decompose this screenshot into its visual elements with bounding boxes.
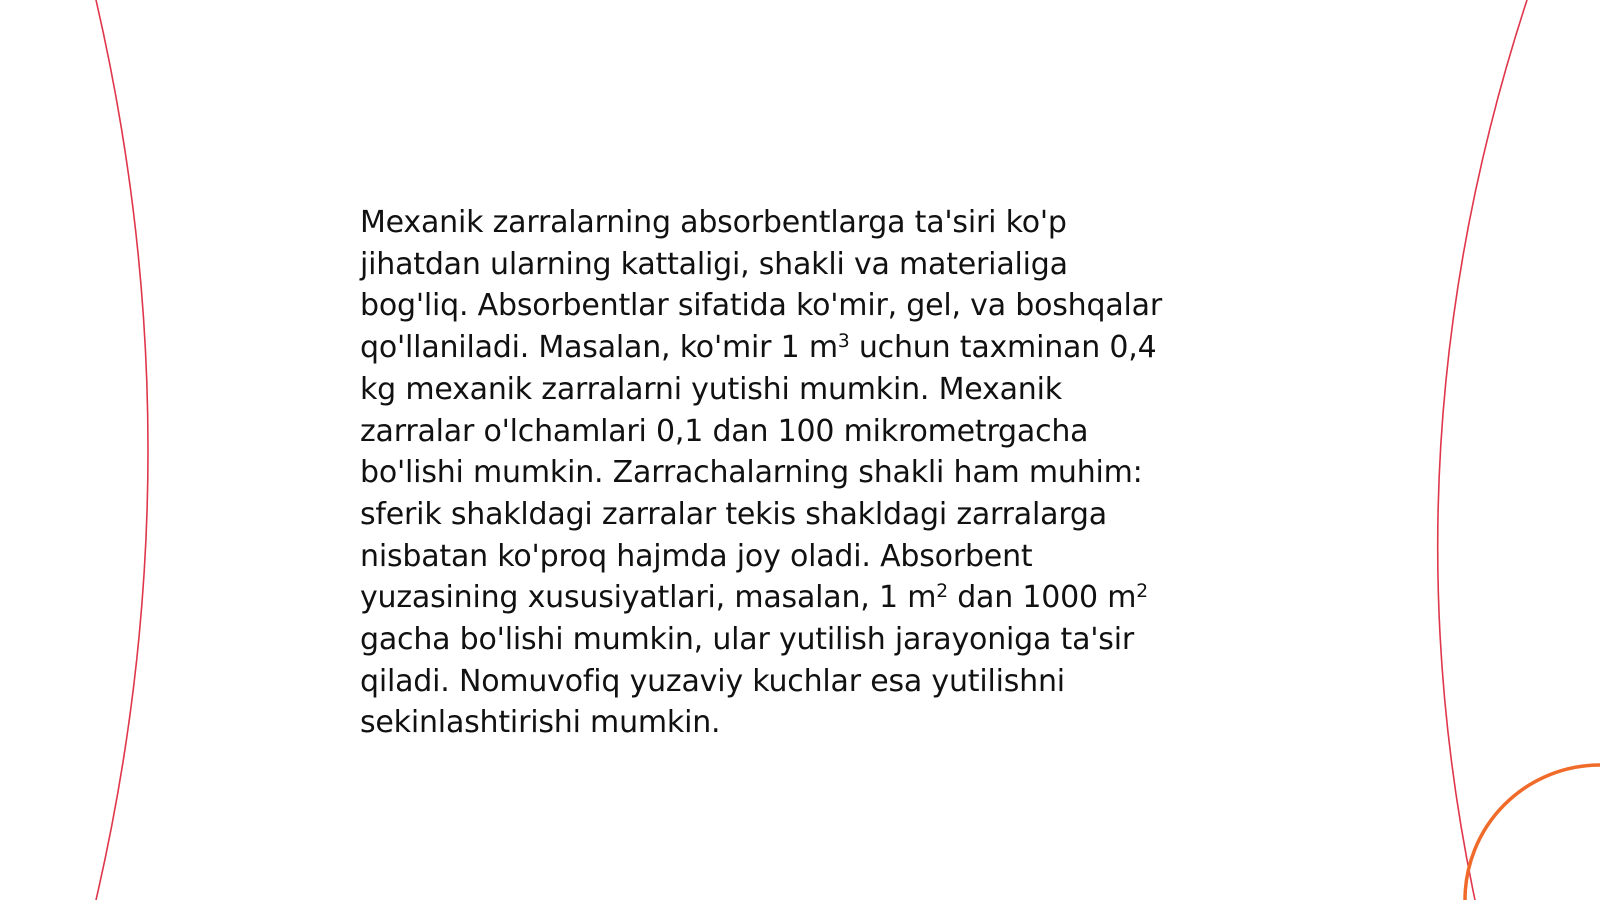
orange-circle-arc (1465, 765, 1600, 900)
superscript: 2 (936, 581, 948, 603)
paragraph-line: gacha bo'lishi mumkin, ular yutilish jarayoniga ta'sir (360, 622, 1135, 658)
superscript: 3 (837, 330, 850, 352)
paragraph-line: jihatdan ularning kattaligi, shakli va materialiga (360, 246, 1068, 282)
paragraph-text: yuzasining xususiyatlari, masalan, 1 m (360, 580, 937, 616)
paragraph-line: qiladi. Nomuvofiq yuzaviy kuchlar esa yutilishni (360, 663, 1065, 699)
superscript: 2 (1136, 581, 1148, 603)
paragraph-text: uchun taxminan 0,4 (849, 330, 1157, 366)
paragraph-line: nisbatan ko'proq hajmda joy oladi. Absorbent (360, 538, 1033, 574)
paragraph-line: bo'lishi mumkin. Zarrachalarning shakli ham muhim: (360, 455, 1143, 491)
body-paragraph (360, 202, 1240, 744)
paragraph-text: dan 1000 m (947, 580, 1137, 616)
paragraph-line: Mexanik zarralarning absorbentlarga ta'siri ko'p (360, 205, 1067, 240)
right-arc (1438, 0, 1527, 900)
paragraph-line: zarralar o'lchamlari 0,1 dan 100 mikrometrgacha (360, 413, 1089, 449)
paragraph-line (360, 577, 1240, 619)
paragraph-line: sferik shakldagi zarralar tekis shakldagi zarralarga (360, 496, 1107, 532)
paragraph-line: sekinlashtirishi mumkin. (360, 705, 721, 741)
paragraph-line: bog'liq. Absorbentlar sifatida ko'mir, gel, va boshqalar (360, 288, 1162, 324)
paragraph-line: kg mexanik zarralarni yutishi mumkin. Mexanik (360, 371, 1062, 407)
paragraph-line (360, 327, 1240, 369)
left-arc (96, 0, 148, 900)
paragraph-text: qo'llaniladi. Masalan, ko'mir 1 m (360, 330, 838, 366)
